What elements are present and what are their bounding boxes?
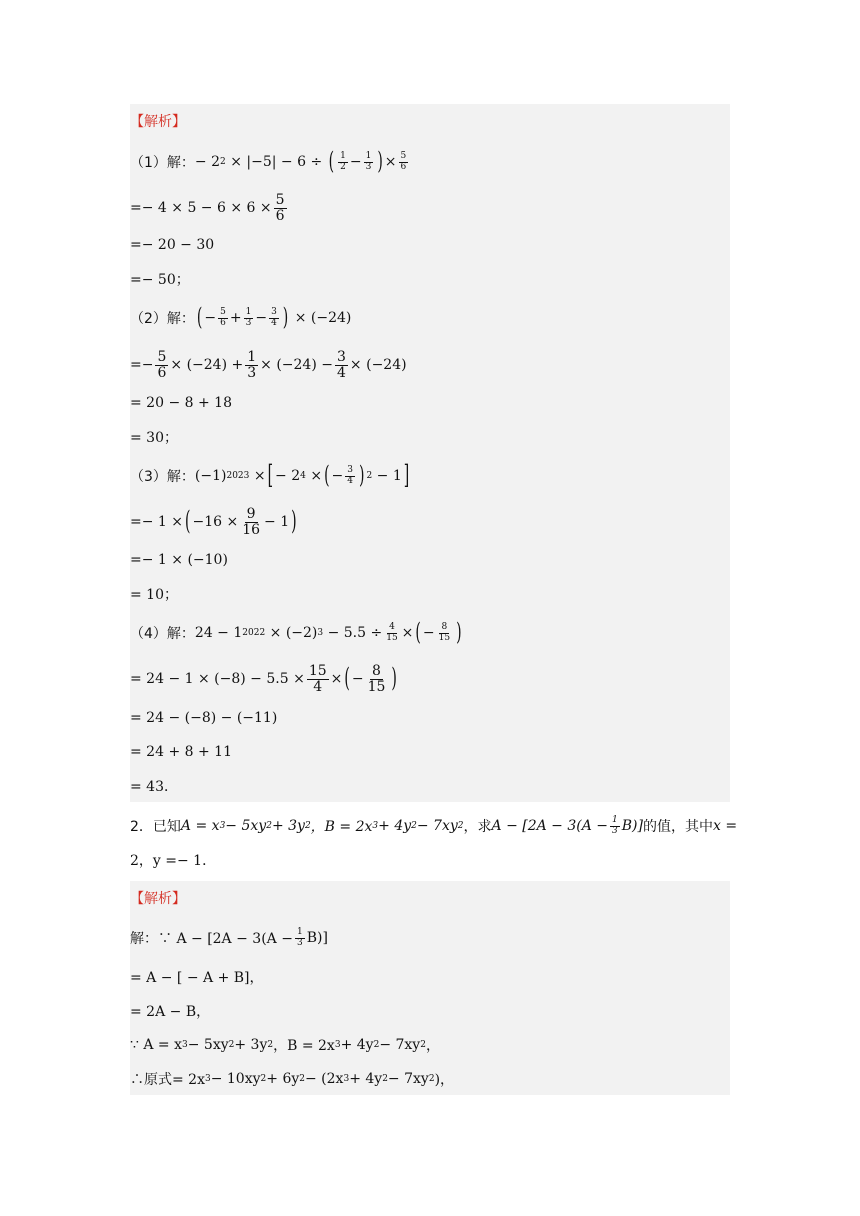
fraction: $\frac{9}{16}$ (242, 505, 261, 538)
step-line: =− 4 × 5 − 6 × 6 × $\frac{5}{6}$ (130, 191, 285, 224)
fraction: $\frac{5}{6}$ (157, 348, 167, 381)
problem-1-line: （1）解： − 2 2 × |−5| − 6 ÷ ( 1 2 − $\frac{1}{3}$ ) × $\frac{5}{6}$ (130, 148, 407, 176)
fraction: $\frac{1}{3}$ (365, 151, 372, 172)
fraction: $\frac{15}{4}$ (308, 662, 327, 695)
solution-line: 解：∵ A − [2A − 3(A − $\frac{1}{3}$ B)] (130, 927, 328, 948)
step-line: = 43． (130, 779, 178, 795)
fraction: 1 2 (340, 151, 346, 172)
problem-label: （4）解： (130, 626, 195, 642)
problem-label: （3）解： (130, 469, 195, 485)
fraction: $\frac{4}{15}$ (386, 622, 398, 643)
step-line: = 30； (130, 430, 178, 446)
step-line: =− 20 − 30 (130, 237, 215, 253)
problem-label: （1）解： (130, 155, 195, 171)
solution-line: ∴原式= 2x 3 − 10xy 2 + 6y 2 − (2x 3 + 4y 2 − 7xy 2 )， (130, 1071, 455, 1088)
fraction: $\frac{3}{4}$ (337, 348, 346, 381)
fraction: $\frac{3}{4}$ (271, 307, 277, 328)
analysis-heading: 【解析】 (130, 891, 186, 907)
fraction: $\frac{1}{3}$ (612, 815, 618, 836)
fraction: $\frac{1}{3}$ (247, 348, 257, 381)
step-line: =− $\frac{5}{6}$ × (−24) + $\frac{1}{3}$ × (−24) − $\frac{3}{4}$ × (−24) (130, 348, 407, 381)
fraction: $\frac{3}{4}$ (347, 465, 353, 486)
problem-4-line: （4）解： 24 − 1 2022 × (−2) 3 − 5.5 ÷ $\frac{4}{15}$ × ( − $\frac{8}{15}$ ) (130, 619, 462, 647)
problem-label: （2）解： (130, 311, 195, 327)
problem-3-line: （3）解： (−1) 2023 × [ − 2 4 × ( − $\frac{3}{4}$ ) 2 − 1 ] (130, 460, 410, 492)
solution-line: ∵ A = x 3 − 5xy 2 + 3y 2 ，B = 2x 3 + 4y 2 − 7xy 2 ， (130, 1037, 440, 1054)
fraction: $\frac{5}{6}$ (220, 307, 226, 328)
question-2-line-cont: 2，y =− 1． (130, 853, 217, 869)
step-line: = 24 + 8 + 11 (130, 744, 232, 760)
step-line: =− 50； (130, 272, 190, 288)
step-line: = 10； (130, 587, 178, 603)
fraction: $\frac{1}{3}$ (296, 927, 303, 948)
analysis-heading: 【解析】 (130, 114, 186, 130)
fraction: $\frac{8}{15}$ (438, 622, 451, 643)
problem-2-line: （2）解： ( − $\frac{5}{6}$ + $\frac{1}{3}$ − $\frac{3}{4}$ ) × (−24) (130, 304, 352, 332)
step-line: =− 1 × ( −16 × $\frac{9}{16}$ − 1 ) (130, 505, 297, 538)
fraction: $\frac{8}{15}$ (367, 662, 386, 695)
step-line: = 24 − (−8) − (−11) (130, 710, 278, 726)
step-line: = 20 − 8 + 18 (130, 395, 232, 411)
solution-line: = 2A − B， (130, 1004, 211, 1020)
fraction: $\frac{1}{3}$ (245, 307, 252, 328)
step-line: =− 1 × (−10) (130, 552, 228, 568)
solution-line: = A − [ − A + B]， (130, 970, 264, 986)
step-line: = 24 − 1 × (−8) − 5.5 × $\frac{15}{4}$ × ( − $\frac{8}{15}$ ) (130, 662, 397, 695)
fraction: $\frac{5}{6}$ (400, 151, 407, 172)
fraction: $\frac{5}{6}$ (275, 191, 285, 224)
question-2-line: 2．已知 A = x 3 − 5xy 2 + 3y 2 ，B = 2x 3 + 4y 2 − 7xy 2 ，求 A − [2A − 3(A − $\frac{1}{3}$ B)] 的值，其中 x = (130, 815, 738, 836)
